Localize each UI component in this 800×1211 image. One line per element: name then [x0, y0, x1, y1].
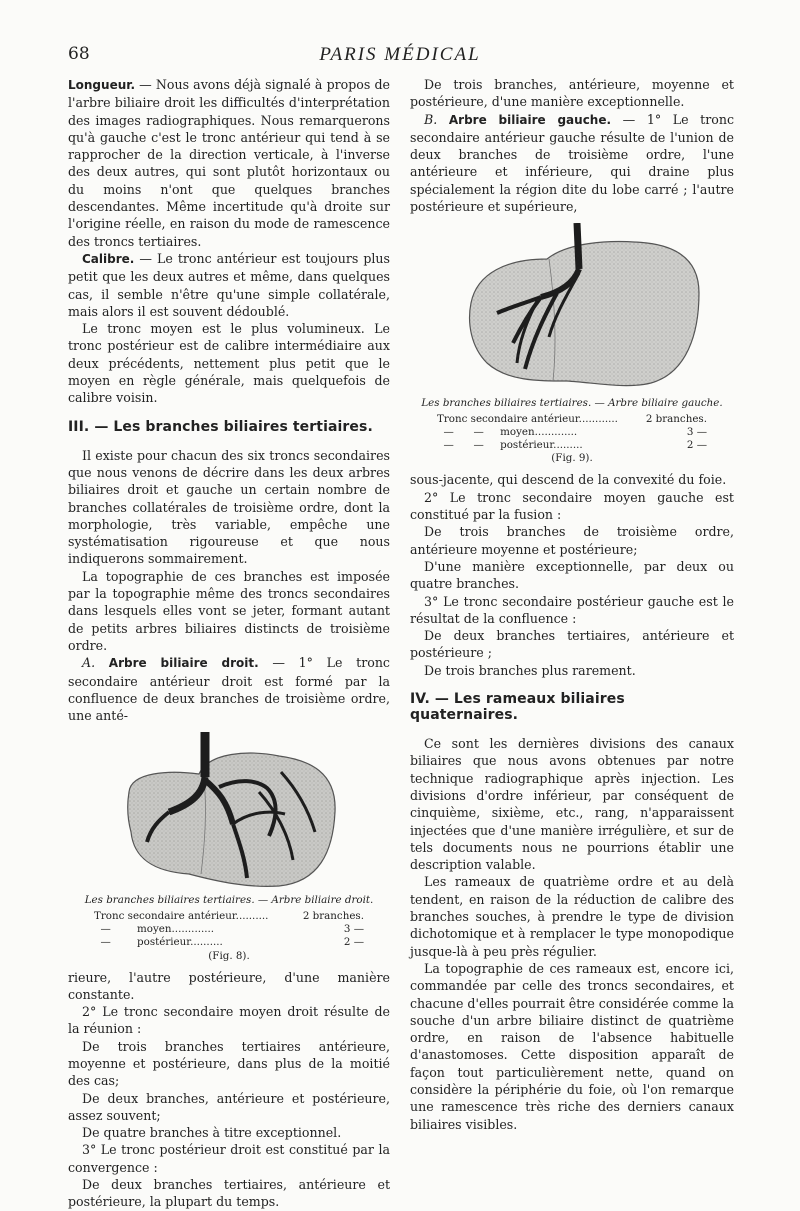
paragraph: De trois branches tertiaires antérieure, moyenne et postérieure, dans plus de la moitié des cas;	[68, 1038, 390, 1089]
paragraph	[68, 250, 390, 320]
section-letter: B.	[424, 111, 438, 127]
paragraph: 2° Le tronc secondaire moyen gauche est constitué par la fusion :	[410, 489, 734, 523]
paragraph-text: — Nous avons déjà signalé à propos de l'arbre biliaire droit les difficultés d'interprétation des images radiographiques. Nous remarquerons qu'à gauche c'est le tronc antérieur qui tend à se rapprocher de la direction verticale, à l'inverse des deux autres, qui sont plutôt horizontaux ou du moins n'ont que quelques branches descendantes. Même incertitude qu'à droite sur l'origine réelle, en raison du mode de ramescence des troncs tertiaires.	[68, 77, 390, 249]
paragraph: La topographie de ces rameaux est, encore ici, commandée par celle des troncs secondaires, et chacune d'elles pourrait être considérée comme la souche d'un arbre biliaire distinct de quatrième ordre, en raison de l'absence habituelle d'anastomoses. Cette disposition apparaît de façon tout particulièrement nette, quand on considère la périphérie du foie, où l'on remarque une ramescence très riche des derniers canaux biliaires visibles.	[410, 960, 734, 1132]
paragraph: Le tronc moyen est le plus volumineux. Le tronc postérieur est de calibre intermédiaire aux deux précédents, nettement plus petit que le moyen en règle générale, mais quelquefois de calibre voisin.	[68, 321, 390, 406]
paragraph-text: — Le tronc antérieur est toujours plus petit que les deux autres et même, dans quelques cas, il semble n'être qu'une simple collatérale, mais alors il est souvent dédoublé.	[68, 250, 390, 319]
paragraph: 3° Le tronc secondaire postérieur gauche est le résultat de la confluence :	[410, 593, 734, 626]
paragraph: D'une manière exceptionnelle, par deux ou quatre branches.	[410, 558, 734, 592]
legend-label: — postérieur..........	[94, 936, 223, 949]
legend-value: 2 —	[343, 936, 364, 949]
paragraph: Il existe pour chacun des six troncs secondaires que nous venons de décrire dans les deux arbres biliaires droit et gauche un certain nombre de branches collatérales de troisième ordre, dont la morphologie, très variable, empêche une systématisation rigoureuse et que nous indiquerons sommairement.	[68, 447, 390, 567]
page-number: 68	[68, 44, 90, 64]
figure-legend	[94, 910, 364, 963]
figure-9	[410, 223, 734, 465]
run-in-heading: Longueur.	[68, 78, 136, 92]
legend-value: 2 —	[686, 439, 707, 452]
paragraph-text: — 1° Le tronc secondaire antérieur droit est formé par la confluence de deux branches de troisième ordre, une anté-	[68, 655, 390, 724]
legend-value: 2 branches.	[645, 412, 707, 425]
left-column	[68, 76, 390, 1211]
paragraph: La topographie de ces branches est imposée par la topographie même des troncs secondaires dans lesquels elles vont se jeter, formant autant de petits arbres biliaires distincts de troisième ordre.	[68, 568, 390, 653]
paragraph	[68, 76, 390, 250]
right-column	[410, 76, 734, 1133]
paragraph: De deux branches tertiaires, antérieure et postérieure, la plupart du temps.	[68, 1177, 390, 1210]
paragraph	[68, 654, 390, 724]
legend-label: — — postérieur.........	[437, 439, 583, 452]
legend-row	[94, 936, 364, 949]
liver-right-biliary-tree-illustration	[109, 732, 349, 892]
legend-value: 3 —	[343, 923, 364, 936]
paragraph	[410, 111, 734, 216]
section-heading: III. — Les branches biliaires tertiaires.	[68, 418, 373, 435]
paragraph: De trois branches de troisième ordre, antérieure moyenne et postérieure;	[410, 524, 734, 557]
liver-left-biliary-tree-illustration	[437, 223, 707, 395]
figure-legend	[437, 413, 707, 466]
legend-label: — moyen.............	[94, 923, 215, 936]
section-heading: IV. — Les rameaux biliaires quaternaires.	[410, 691, 625, 724]
figure-number: (Fig. 8).	[208, 949, 250, 962]
legend-label: — — moyen.............	[437, 426, 578, 439]
legend-value: 2 branches.	[302, 909, 364, 922]
legend-label: Tronc secondaire antérieur............	[437, 412, 618, 425]
paragraph: De trois branches plus rarement.	[424, 662, 636, 678]
paragraph: 2° Le tronc secondaire moyen droit résulte de la réunion :	[68, 1004, 390, 1037]
paragraph: Ce sont les dernières divisions des canaux biliaires que nous avons obtenues par notre technique radiographique après injection. Les divisions d'ordre inférieur, par conséquent de cinquième, sixième, etc., rang, n'apparaissent injectées que d'une manière irrégulière, et sur de tels documents nous ne pourrions établir une description valable.	[410, 736, 734, 873]
figure-caption: Les branches biliaires tertiaires. — Arbre biliaire gauche.	[421, 397, 723, 410]
legend-row	[94, 910, 364, 923]
figure-caption: Les branches biliaires tertiaires. — Arbre biliaire droit.	[84, 894, 374, 907]
paragraph: De trois branches, antérieure, moyenne et postérieure, d'une manière exceptionnelle.	[410, 77, 734, 110]
paragraph: De quatre branches à titre exceptionnel.	[82, 1125, 342, 1141]
legend-row	[94, 923, 364, 936]
paragraph: De deux branches, antérieure et postérieure, assez souvent;	[68, 1090, 390, 1123]
paragraph-text: — 1° Le tronc secondaire antérieur gauche résulte de l'union de deux branches de troisième ordre, l'une antérieure et inférieure, qui draine plus spécialement la région dite du lobe carré ; l'autre postérieure et supérieure,	[410, 111, 734, 215]
paragraph: De deux branches tertiaires, antérieure et postérieure ;	[410, 628, 734, 661]
run-in-heading: Arbre biliaire droit.	[108, 656, 259, 671]
section-letter: A.	[82, 655, 96, 671]
legend-row	[437, 413, 707, 426]
run-in-heading: Calibre.	[82, 251, 135, 266]
paragraph: Les rameaux de quatrième ordre et au delà tendent, en raison de la réduction de calibre des branches souches, à prendre le type de division dichotomique et à remplacer le type monopodique jusque-là à peu près régulier.	[410, 874, 734, 959]
legend-label: Tronc secondaire antérieur..........	[94, 909, 269, 922]
figure-number: (Fig. 9).	[551, 452, 593, 465]
legend-row	[437, 439, 707, 452]
run-in-heading: Arbre biliaire gauche.	[448, 112, 612, 127]
legend-value: 3 —	[686, 426, 707, 439]
paragraph: 3° Le tronc postérieur droit est constitué par la convergence :	[68, 1142, 390, 1175]
running-title: PARIS MÉDICAL	[319, 44, 481, 65]
paragraph: sous-jacente, qui descend de la convexité du foie.	[410, 472, 727, 488]
legend-row	[437, 426, 707, 439]
figure-8	[68, 732, 390, 962]
paragraph: rieure, l'autre postérieure, d'une manière constante.	[68, 969, 390, 1002]
